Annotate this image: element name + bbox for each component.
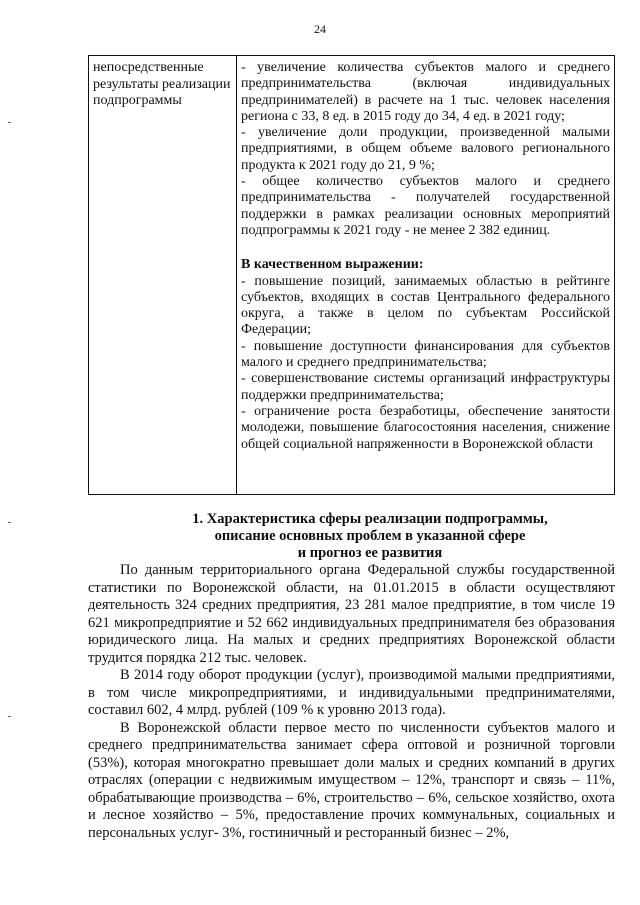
scan-mark — [8, 122, 11, 123]
body-paragraph: В 2014 году оборот продукции (услуг), производимой малыми предприятиями, в том числе микропредприятиями, и индивидуальными предпринимателями, составил 602, 4 млрд. рублей (109 % к уровню 2013 года). — [88, 667, 615, 718]
section-heading-line: описание основных проблем в указанной сфере — [214, 528, 526, 544]
quantitative-item: - общее количество субъектов малого и среднего предпринимательства - получателей государственной поддержки в рамках реализации основных мероприятий подпрограммы к 2021 году - не менее 2 382 единиц. — [241, 174, 610, 238]
scan-mark — [8, 522, 11, 523]
qualitative-heading: В качественном выражении: — [241, 257, 424, 273]
table-left-cell: непосредственные результаты реализации подпрограммы — [89, 56, 237, 494]
page-number: 24 — [314, 22, 326, 36]
section-body — [88, 562, 615, 842]
results-table — [88, 55, 615, 495]
quantitative-item: - увеличение доли продукции, произведенной малыми предприятиями, в общем объеме валового регионального продукта к 2021 году до 21, 9 %; — [241, 125, 610, 173]
section-heading-line: и прогноз ее развития — [297, 545, 443, 561]
section-heading — [140, 511, 600, 562]
qualitative-item: - ограничение роста безработицы, обеспечение занятости молодежи, повышение благосостояния населения, снижение общей социальной напряженности в Воронежской области — [241, 403, 610, 452]
qualitative-item: - повышение доступности финансирования для субъектов малого и среднего предпринимательства; — [241, 338, 610, 371]
qualitative-item: - повышение позиций, занимаемых областью в рейтинге субъектов, входящих в состав Центрального федерального округа, а также в целом по субъектам Российской Федерации; — [241, 273, 610, 338]
quantitative-item: - увеличение количества субъектов малого и среднего предпринимательства (включая индивидуальных предпринимателей) в расчете на 1 тыс. человек населения региона с 33, 8 ед. в 2015 году до 34, 4 ед. в 2021 году; — [241, 60, 610, 124]
qualitative-item: - совершенствование системы организаций инфраструктуры поддержки предпринимательства; — [241, 371, 610, 403]
section-heading-line: 1. Характеристика сферы реализации подпрограммы, — [192, 511, 548, 527]
table-right-cell — [237, 56, 614, 494]
body-paragraph: По данным территориального органа Федеральной службы государственной статистики по Воронежской области, на 01.01.2015 в области осуществляют деятельность 324 средних предприятия, 23 281 малое предприятие, в том числе 19 621 микропредприятие и 52 662 индивидуальных предпринимателя без образования юридического лица. На малых и средних предприятиях Воронежской области трудится порядка 212 тыс. человек. — [88, 562, 615, 666]
scan-mark — [8, 716, 11, 717]
body-paragraph: В Воронежской области первое место по численности субъектов малого и среднего предпринимательства занимает сфера оптовой и розничной торговли (53%), которая многократно превышает доли малых и средних компаний в других отраслях (операции с недвижимым имуществом – 12%, транспорт и связь – 11%, обрабатывающие производства – 6%, строительство – 6%, сельское хозяйство, охота и лесное хозяйство – 5%, предоставление прочих коммунальных, социальных и персональных услуг- 3%, гостиничный и ресторанный бизнес – 2%, — [88, 719, 615, 841]
